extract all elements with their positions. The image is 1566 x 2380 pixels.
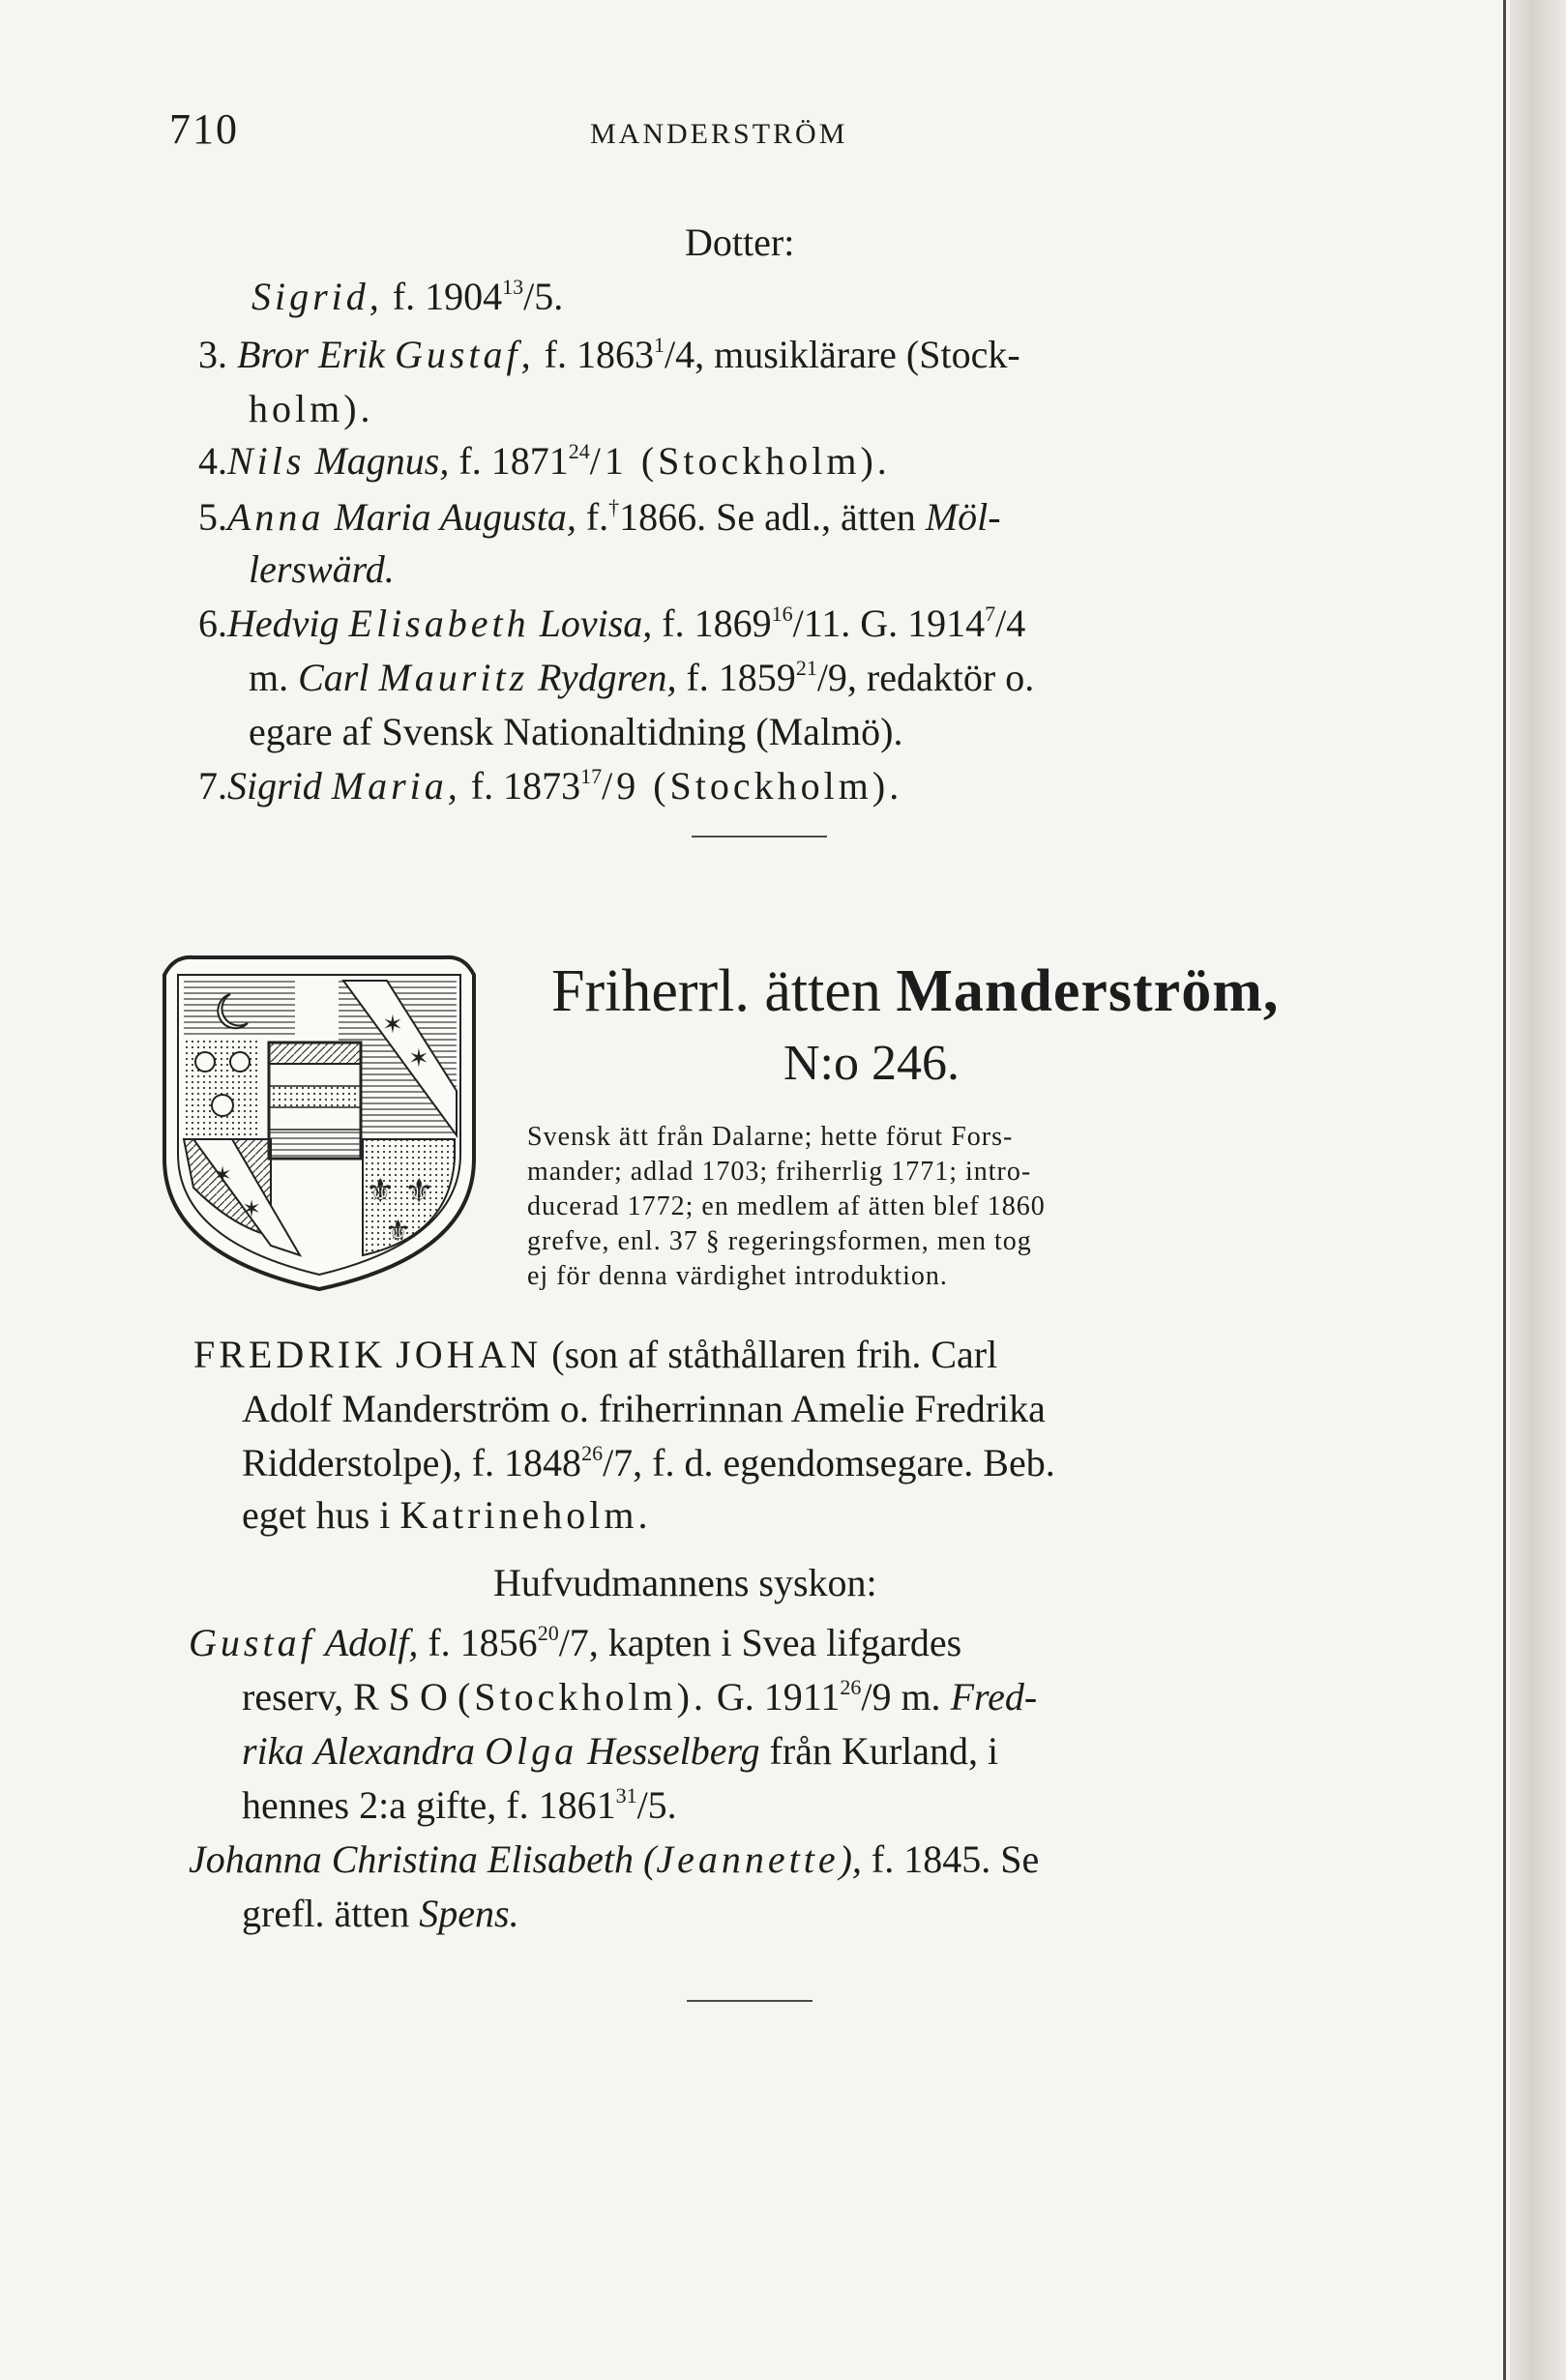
date-sup: 24 (568, 439, 590, 463)
entry-rest: /9 (Stockholm). (602, 764, 903, 808)
name-carl: Carl (298, 656, 369, 699)
date-tail: /4 (995, 602, 1026, 645)
name-sigrid: Sigrid, (251, 275, 383, 318)
sibling-line-6 (242, 1892, 519, 1936)
svg-text:✶: ✶ (242, 1195, 262, 1222)
name-olga: Olga (485, 1729, 578, 1773)
svg-text:✶: ✶ (213, 1161, 233, 1189)
family-desc-line-1: Svensk ätt från Dalarne; hette förut Fors- (527, 1122, 1014, 1152)
entry-number: 4. (198, 439, 227, 483)
end-divider (687, 2000, 813, 2002)
head-entry-line-3 (242, 1441, 1055, 1485)
svg-text:⚜: ⚜ (385, 1215, 411, 1249)
entry-rest: /1 (Stockholm). (589, 439, 891, 483)
svg-text:⚜: ⚜ (366, 1172, 396, 1211)
text: grefl. ätten (242, 1892, 410, 1935)
name-magnus: Magnus, (314, 439, 450, 483)
name-maria: Maria, (331, 764, 461, 808)
date-tail: /5. (523, 275, 564, 318)
family-desc-line-4: grefve, enl. 37 § regeringsformen, men tog (527, 1226, 1032, 1256)
dotter-heading: Dotter: (685, 220, 795, 264)
siblings-heading: Hufvudmannens syskon: (493, 1561, 877, 1604)
text: reserv, R S O (242, 1675, 448, 1719)
sibling-line-1 (189, 1621, 961, 1665)
death-mark: † (608, 495, 620, 519)
text: /7, kapten i Svea lifgardes (558, 1621, 962, 1664)
name-bror-erik: Bror Erik (237, 333, 385, 376)
date-sup: 16 (771, 602, 793, 626)
name-johanna: Johanna Christina Elisabeth ( (189, 1837, 657, 1881)
name-mauritz: Mauritz (378, 656, 529, 699)
entry-number: 3. (198, 333, 227, 376)
text: hennes 2:a gifte, f. 1861 (242, 1783, 616, 1827)
text: f. 1845. Se (871, 1837, 1040, 1881)
place-stockholm: (Stockholm). (457, 1675, 707, 1719)
family-title-prefix: Friherrl. ätten (551, 958, 881, 1024)
sibling-line-2 (242, 1675, 1037, 1719)
date-text: f. 1859 (686, 656, 796, 699)
date-sup: 31 (615, 1783, 637, 1807)
name-anna: Anna (227, 495, 325, 539)
svg-text:⚜: ⚜ (404, 1172, 434, 1211)
entry-number: 5. (198, 495, 227, 539)
coat-of-arms-icon (155, 946, 484, 1299)
name-rydgren: Rydgren, (538, 656, 677, 699)
family-title-name: Manderström, (896, 958, 1280, 1024)
name-gustaf: Gustaf, (394, 333, 535, 376)
name-fredrika: Fred- (950, 1675, 1038, 1719)
family-number: N:o 246. (783, 1036, 960, 1091)
head-entry-line-4 (242, 1493, 651, 1538)
text: från Kurland, i (769, 1729, 999, 1773)
name-spens: Spens. (419, 1892, 519, 1935)
binding-line (1503, 0, 1506, 2380)
entry-5-cont: lerswärd. (249, 547, 395, 591)
name-rika: rika (242, 1729, 305, 1773)
name-johan: JOHAN (396, 1333, 543, 1376)
entry-3 (198, 333, 1020, 377)
text: /9 m. (861, 1675, 941, 1719)
text: m. (249, 656, 289, 699)
name-jeannette: Jeannette (656, 1837, 840, 1881)
date-text: f. 1856 (428, 1621, 538, 1664)
family-title (551, 957, 1279, 1026)
date-text: f. 1863 (544, 333, 654, 376)
date-sup: 7 (985, 602, 996, 626)
text: /5. (636, 1783, 677, 1827)
name-maria-augusta: Maria Augusta, (334, 495, 576, 539)
entry-rest: /4, musiklärare (Stock- (664, 333, 1020, 376)
entry-3-cont: holm). (249, 387, 374, 430)
name-adolf: Adolf, (324, 1621, 419, 1664)
date-sup: 26 (581, 1441, 604, 1465)
name-nils: Nils (227, 439, 306, 483)
date-text: f. 1869 (662, 602, 772, 645)
text: Ridderstolpe), f. 1848 (242, 1441, 582, 1484)
name-gustaf: Gustaf (189, 1621, 315, 1664)
text: (son af ståthållaren frih. Carl (551, 1333, 998, 1376)
text: ), (839, 1837, 862, 1881)
name-alexandra: Alexandra (313, 1729, 476, 1773)
page-header (169, 104, 1369, 162)
entry-4 (198, 439, 891, 484)
name-hesselberg: Hesselberg (587, 1729, 760, 1773)
text: /7, f. d. egendomsegare. Beb. (603, 1441, 1055, 1484)
entry-6 (198, 602, 1025, 646)
running-head: MANDERSTRÖM (590, 118, 848, 150)
sibling-line-4 (242, 1783, 677, 1828)
entry-5 (198, 495, 1001, 540)
date-sup: 13 (502, 275, 524, 299)
family-desc-line-2: mander; adlad 1703; friherrlig 1771; intro- (527, 1157, 1032, 1187)
date-sup: 1 (653, 333, 665, 357)
place-katrineholm: Katrineholm. (399, 1493, 652, 1537)
name-lovisa: Lovisa, (539, 602, 653, 645)
entry-number: 6. (198, 602, 227, 645)
name-elisabeth: Elisabeth (348, 602, 530, 645)
text: eget hus i (242, 1493, 391, 1537)
entry-6-cont (249, 656, 1034, 700)
entry-number: 7. (198, 764, 227, 808)
entry-7 (198, 764, 902, 808)
date-sup: 20 (537, 1621, 559, 1645)
date-text: f. 1904 (392, 275, 503, 318)
name-fredrik: FREDRIK (193, 1333, 387, 1376)
date-sup: 17 (580, 764, 603, 788)
sibling-line-3 (242, 1729, 998, 1774)
page-number: 710 (169, 105, 239, 153)
date-sup: 21 (795, 656, 817, 680)
page-edge (1510, 0, 1566, 2380)
entry-6-cont2: egare af Svensk Nationaltidning (Malmö). (249, 710, 903, 753)
section-divider (692, 836, 827, 837)
family-desc-line-5: ej för denna värdighet introduktion. (527, 1261, 948, 1291)
family-desc-line-3: ducerad 1772; en medlem af ätten blef 1860 (527, 1191, 1046, 1221)
name-mollerswärd: Möl- (925, 495, 1001, 539)
date-sup: 26 (840, 1675, 862, 1699)
sibling-line-5 (189, 1837, 1039, 1882)
entry-rest: /9, redaktör o. (816, 656, 1035, 699)
svg-text:✶: ✶ (408, 1044, 429, 1073)
head-entry-line-1 (193, 1333, 997, 1377)
date-text: G. 1911 (716, 1675, 841, 1719)
head-entry-line-2: Adolf Manderström o. friherrinnan Amelie Fredrika (242, 1387, 1046, 1430)
name-sigrid: Sigrid (227, 764, 322, 808)
date-text: f. 1871 (458, 439, 569, 483)
entry-rest: /11. G. 1914 (792, 602, 986, 645)
svg-text:✶: ✶ (382, 1011, 403, 1040)
date-text: f. 1873 (470, 764, 581, 808)
entry-sigrid (251, 275, 563, 319)
entry-rest: 1866. Se adl., ätten (619, 495, 916, 539)
name-hedvig: Hedvig (227, 602, 340, 645)
date-text: f. (585, 495, 609, 539)
